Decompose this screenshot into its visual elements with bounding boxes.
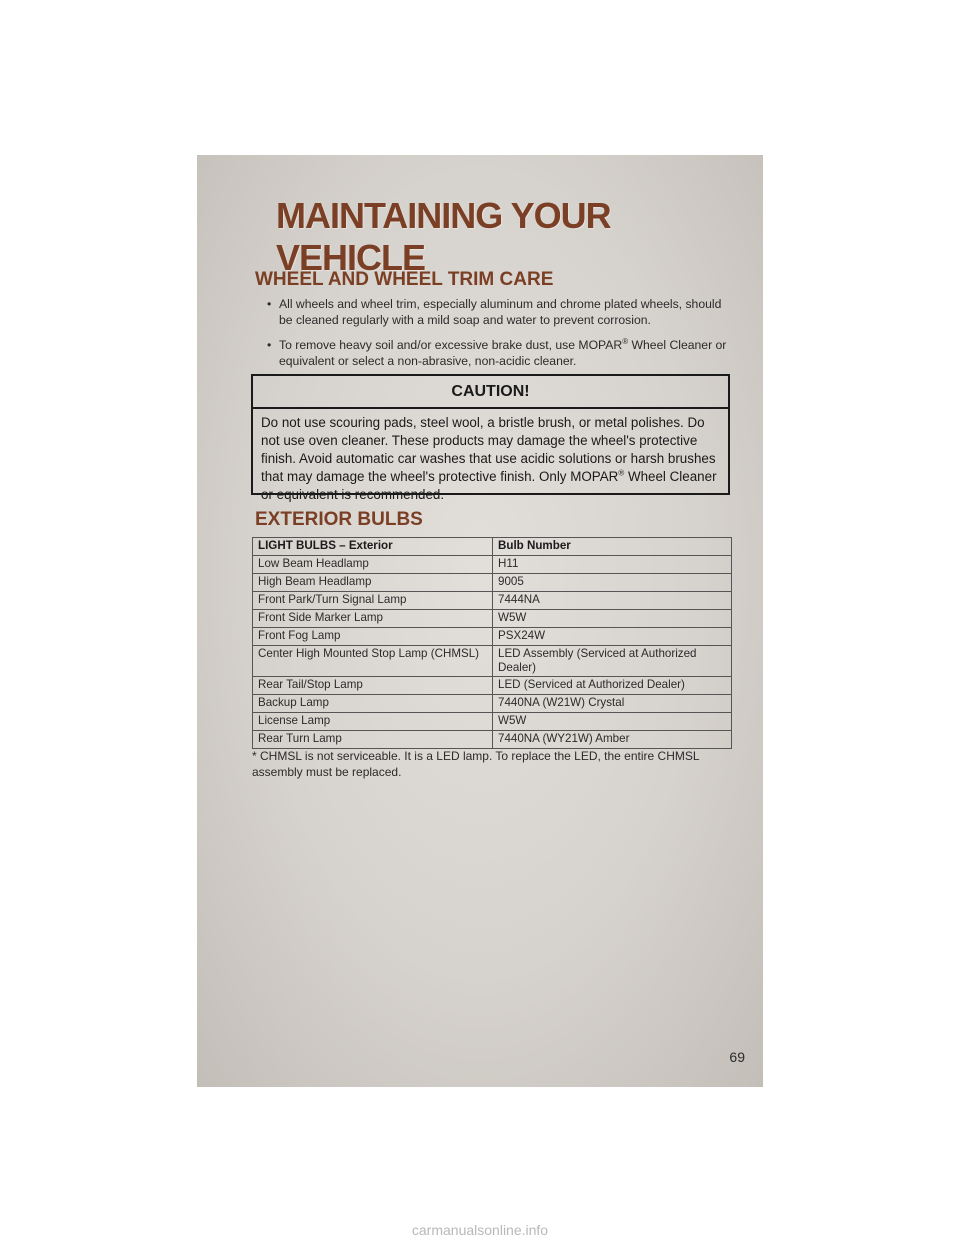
section-title: MAINTAINING YOUR VEHICLE [276, 195, 611, 278]
caution-title: CAUTION! [253, 376, 728, 409]
caution-box [251, 374, 730, 502]
table-row: Rear Tail/Stop Lamp LED (Serviced at Authorized Dealer) [253, 677, 732, 695]
page-number: 69 [729, 1049, 745, 1065]
registered-mark: ® [622, 336, 629, 346]
wheel-care-list [267, 296, 737, 378]
table-row: Front Park/Turn Signal Lamp 7444NA [253, 592, 732, 610]
table-header-row [253, 538, 732, 556]
watermark: carmanualsonline.info [411, 1222, 549, 1238]
table-row: High Beam Headlamp 9005 [253, 574, 732, 592]
table-row: Center High Mounted Stop Lamp (CHMSL) LED Assembly (Serviced at Authorized Dealer) [253, 646, 732, 677]
wheel-care-heading: WHEEL AND WHEEL TRIM CARE [255, 269, 554, 290]
table-row: Backup Lamp 7440NA (W21W) Crystal [253, 695, 732, 713]
table-row: Front Side Marker Lamp W5W [253, 610, 732, 628]
bullet-item: • To remove heavy soil and/or excessive brake dust, use MOPAR® Wheel Cleaner or equivalent or select a non-abrasive, non-acidic cleaner. [267, 336, 727, 368]
registered-mark: ® [618, 468, 625, 478]
manual-page [197, 155, 763, 1087]
table-row: Rear Turn Lamp 7440NA (WY21W) Amber [253, 731, 732, 749]
table-row: Low Beam Headlamp H11 [253, 556, 732, 574]
table-row: Front Fog Lamp PSX24W [253, 628, 732, 646]
column-header: Bulb Number [493, 538, 732, 556]
exterior-bulbs-heading: EXTERIOR BULBS [255, 509, 423, 530]
bulbs-table [252, 537, 732, 749]
column-header: LIGHT BULBS – Exterior [253, 538, 493, 556]
table-row: License Lamp W5W [253, 713, 732, 731]
caution-text: Do not use scouring pads, steel wool, a bristle brush, or metal polishes. Do not use oven cleaner. These products may damage the wheel's protective finish. Avoid automatic car washes that use acidic solutions or harsh brushes that may damage the wheel's protective finish. Only MOPAR® Wheel Cleaner or equivalent is recommended. [261, 415, 717, 502]
bullet-item: • All wheels and wheel trim, especially aluminum and chrome plated wheels, should be cleaned regularly with a mild soap and water to prevent corrosion. [267, 297, 722, 327]
chmsl-footnote: * CHMSL is not serviceable. It is a LED lamp. To replace the LED, the entire CHMSL assembly must be replaced. [252, 749, 700, 779]
